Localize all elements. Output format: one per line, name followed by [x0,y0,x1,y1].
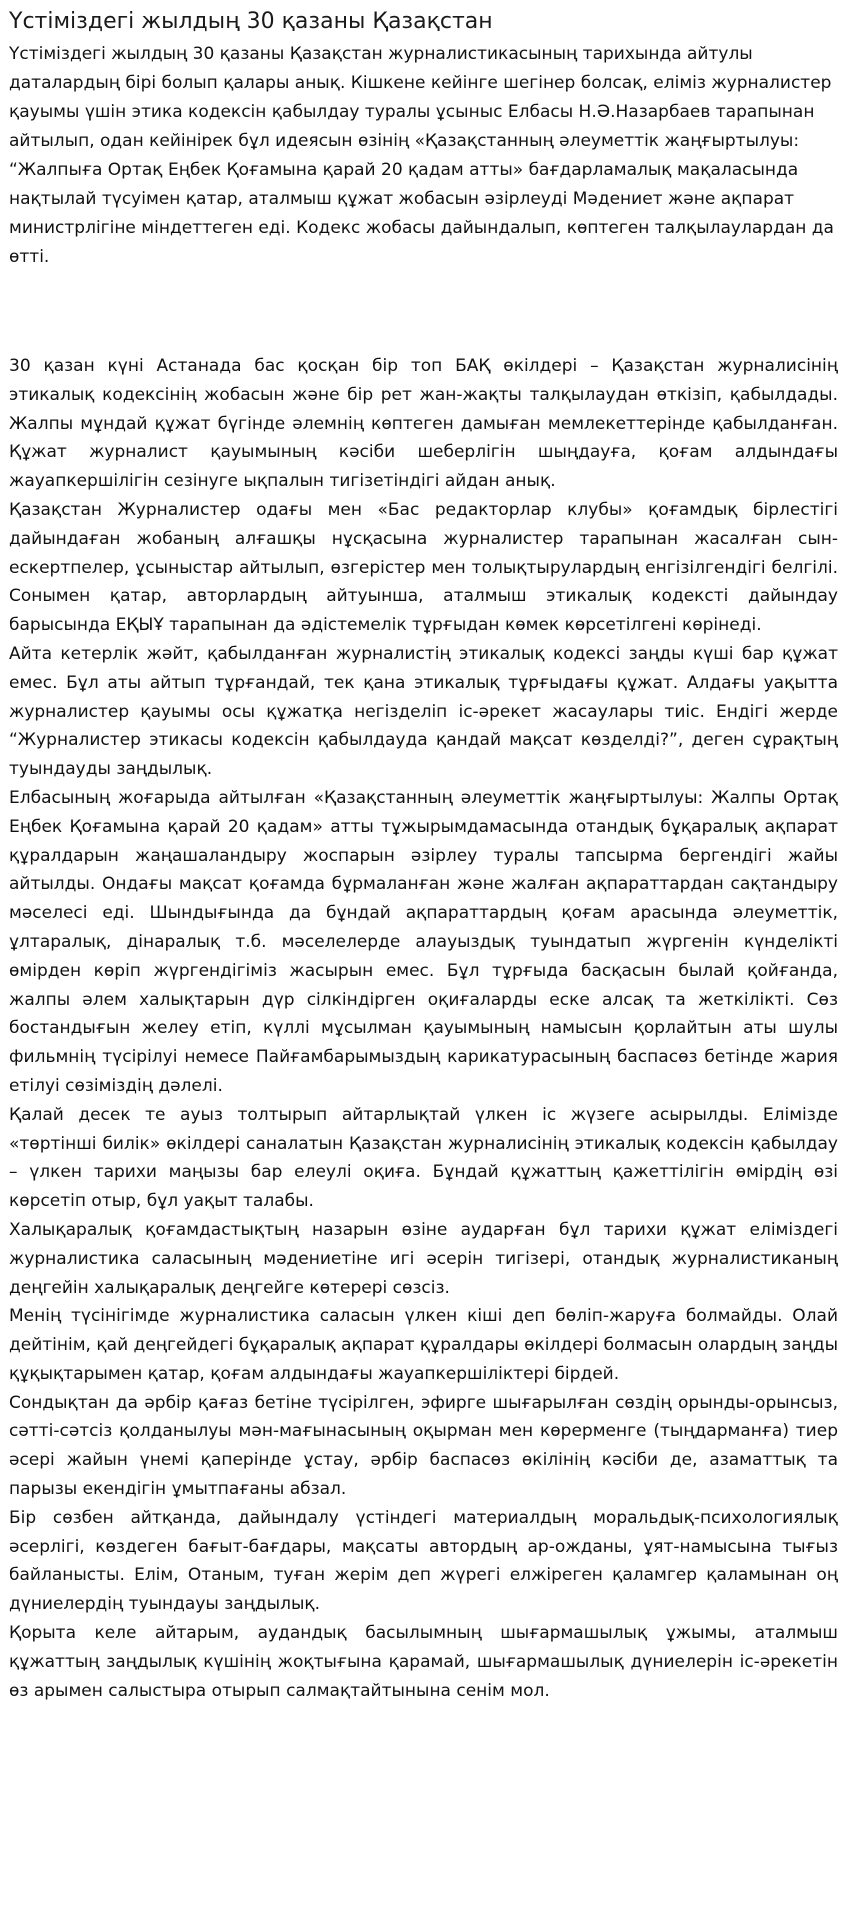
body-paragraph: Айта кетерлік жәйт, қабылданған журналистің этикалық кодексі заңды күші бар құжат емес. Бұл аты айтып тұрғандай, тек қана этикалық тұрғыдағы құжат. Алдағы уақытта журналистер қауымы осы құжатқа негізделіп іс-әрекет жасаулары тиіс. Ендігі жерде “Журналистер этикасы кодексін қабылдауда қандай мақсат көзделді?”, деген сұрақтың туындауды заңдылық. [9,643,838,780]
article-body [9,352,838,1705]
article-title: Үстіміздегі жылдың 30 қазаны Қазақстан [9,9,493,34]
body-paragraph: Елбасының жоғарыда айтылған «Қазақстанның әлеуметтік жаңғыртылуы: Жалпы Ортақ Еңбек Қоғамына қарай 20 қадам» атты тұжырымдамасында отандық бұқаралық ақпарат құралдарын жаңашаландыру жоспарын әзірлеу туралы тапсырма бергендігі жайы айтылды. Ондағы мақсат қоғамда бұрмаланған және жалған ақпараттардан сақтандыру мәселесі еді. Шындығында да бұндай ақпараттардың қоғам арасында әлеуметтік, ұлтаралық, дінаралық т.б. мәселелерде алауыздық туындатып жүргенін күнделікті өмірден көріп жүргендігіміз жасырын емес. Бұл тұрғыда басқасын былай қойғанда, жалпы әлем халықтарын дүр сілкіндірген оқиғаларды еске алсақ та жеткілікті. Сөз бостандығын желеу етіп, күллі мұсылман қауымының намысын қорлайтын аты шулы фильмнің түсірілуі немесе Пайғамбарымыздың карикатурасының баспасөз бетінде жария етілуі сөзіміздің дәлелі. [9,787,838,1096]
body-paragraph: Қалай десек те ауыз толтырып айтарлықтай үлкен іс жүзеге асырылды. Елімізде «төртінші билік» өкілдері саналатын Қазақстан журналисінің этикалық кодексін қабылдау – үлкен тарихи маңызы бар елеулі оқиға. Бұндай құжаттың қажеттілігін өмірдің өзі көрсетіп отыр, бұл уақыт талабы. [9,1104,838,1212]
body-paragraph: Менің түсінігімде журналистика саласын үлкен кіші деп бөліп-жаруға болмайды. Олай дейтінім, қай деңгейдегі бұқаралық ақпарат құралдары өкілдері болмасын олардың заңды құқықтарымен қатар, қоғам алдындағы жауапкершіліктері бірдей. [9,1306,838,1384]
body-paragraph: Бір сөзбен айтқанда, дайындалу үстіндегі материалдың моральдық-психологиялық әсерлігі, көздеген бағыт-бағдары, мақсаты автордың ар-ожданы, ұят-намысына тығыз байланысты. Елім, Отаным, туған жерім деп жүрегі елжіреген қаламгер қаламынан оң дүниелердің туындауы заңдылық. [9,1507,838,1615]
body-paragraph: Халықаралық қоғамдастықтың назарын өзіне аударған бұл тарихи құжат еліміздегі журналистика саласының мәдениетіне игі әсерін тигізері, отандық журналистиканың деңгейін халықаралық деңгейге көтерері сөзсіз. [9,1219,838,1298]
body-paragraph: Қазақстан Журналистер одағы мен «Бас редакторлар клубы» қоғамдық бірлестігі дайындаған жобаның алғашқы нұсқасына журналистер тарапынан жасалған сын-ескертпелер, ұсыныстар айтылып, өзгерістер мен толықтырулардың енгізілгендігі белгілі. Сонымен қатар, авторлардың айтуынша, аталмыш этикалық кодексті дайындау барысында ЕҚЫҰ тарапынан да әдістемелік тұрғыдан көмек көрсетілгені көрінеді. [9,499,838,636]
section-spacer [9,272,838,352]
body-paragraph: Қорыта келе айтарым, аудандық басылымның шығармашылық ұжымы, аталмыш құжаттың заңдылық күшінің жоқтығына қарамай, шығармашылық дүниелерін іс-әрекетін өз арымен салыстыра отырып салмақтайтынына сенім мол. [9,1623,838,1701]
body-paragraph: Сондықтан да әрбір қағаз бетіне түсірілген, эфирге шығарылған сөздің орынды-орынсыз, сәтті-сәтсіз қолданылуы мән-мағынасының оқырман мен көрерменге (тыңдарманға) тиер әсері жайын үнемі қаперінде ұстау, әрбір баспасөз өкілінің кәсіби де, азаматтық та парызы екендігін ұмытпағаны абзал. [9,1392,838,1500]
body-paragraph: 30 қазан күні Астанада бас қосқан бір топ БАҚ өкілдері – Қазақстан журналисінің этикалық кодексінің жобасын және бір рет жан-жақты талқылаудан өткізіп, қабылдады. Жалпы мұндай құжат бүгінде әлемнің көптеген дамыған мемлекеттерінде қабылданған. Құжат журналист қауымының кәсіби шеберлігін шыңдауға, қоғам алдындағы жауапкершілігін сезінуге ықпалын тигізетіндігі айдан анық. [9,356,838,492]
article-lead: Үстіміздегі жылдың 30 қазаны Қазақстан журналистикасының тарихында айтулы даталардың бірі болып қалары анық. Кішкене кейінге шегінер болсақ, еліміз журналистер қауымы үшін этика кодексін қабылдау туралы ұсыныс Елбасы Н.Ә.Назарбаев тарапынан айтылып, одан кейінірек бұл идеясын өзінің «Қазақстанның әлеуметтік жаңғыртылуы: “Жалпыға Ортақ Еңбек Қоғамына қарай 20 қадам атты» бағдарламалық мақаласында нақтылай түсуімен қатар, аталмыш құжат жобасын әзірлеуді Мәдениет және ақпарат министрлігіне міндеттеген еді. Кодекс жобасы дайындалып, көптеген талқылаулардан да өтті. [9,44,834,267]
